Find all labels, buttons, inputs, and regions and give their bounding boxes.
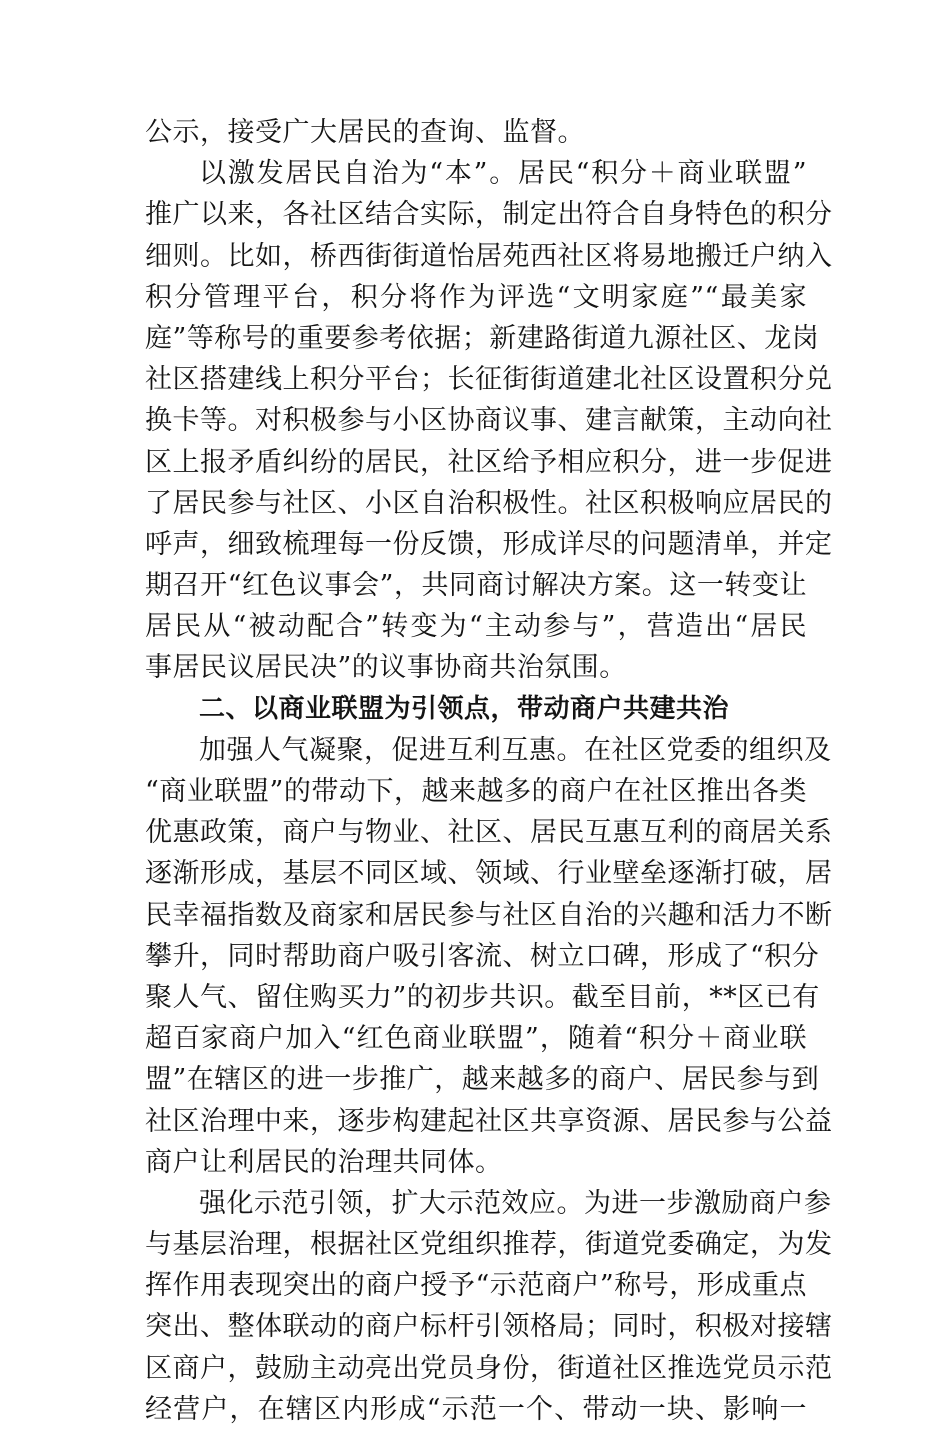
section-heading: 二、以商业联盟为引领点，带动商户共建共治 — [199, 693, 730, 724]
document-body — [145, 112, 833, 1430]
text-line: 以激发居民自治为“本”。居民“积分＋商业联盟” — [199, 158, 807, 190]
text-line: 攀升，同时帮助商户吸引客流、树立口碑，形成了“积分 — [145, 940, 820, 972]
text-line: 换卡等。对积极参与小区协商议事、建言献策，主动向社 — [145, 405, 833, 437]
text-line: 细则。比如，桥西街街道怡居苑西社区将易地搬迁户纳入 — [145, 240, 833, 272]
text-line: 区商户，鼓励主动亮出党员身份，街道社区推选党员示范 — [145, 1352, 833, 1384]
text-line: 突出、整体联动的商户标杆引领格局；同时，积极对接辖 — [145, 1311, 833, 1343]
text-line: 积分管理平台，积分将作为评选“文明家庭”“最美家 — [145, 281, 807, 313]
text-line: 经营户，在辖区内形成“示范一个、带动一块、影响一 — [145, 1393, 807, 1425]
text-line: 强化示范引领，扩大示范效应。为进一步激励商户参 — [199, 1187, 832, 1219]
text-line: “商业联盟”的带动下，越来越多的商户在社区推出各类 — [145, 776, 807, 807]
text-line: 事居民议居民决”的议事协商共治氛围。 — [145, 652, 627, 684]
text-line: 社区搭建线上积分平台；长征街街道建北社区设置积分兑 — [145, 364, 833, 396]
text-line: 公示，接受广大居民的查询、监督。 — [145, 117, 585, 148]
text-line: 盟”在辖区的进一步推广，越来越多的商户、居民参与到 — [145, 1064, 820, 1096]
text-line: 民幸福指数及商家和居民参与社区自治的兴趣和活力不断 — [145, 899, 833, 931]
text-line: 区上报矛盾纠纷的居民，社区给予相应积分，进一步促进 — [145, 446, 833, 478]
text-line: 社区治理中来，逐步构建起社区共享资源、居民参与公益 — [145, 1105, 833, 1137]
text-line: 了居民参与社区、小区自治积极性。社区积极响应居民的 — [145, 487, 833, 519]
text-line: 推广以来，各社区结合实际，制定出符合自身特色的积分 — [145, 199, 833, 231]
text-line: 商户让利居民的治理共同体。 — [145, 1146, 503, 1178]
text-line: 挥作用表现突出的商户授予“示范商户”称号，形成重点 — [145, 1270, 807, 1302]
text-line: 加强人气凝聚，促进互利互惠。在社区党委的组织及 — [199, 734, 832, 766]
text-line: 与基层治理，根据社区党组织推荐，街道党委确定，为发 — [145, 1229, 833, 1261]
text-line: 庭”等称号的重要参考依据；新建路街道九源社区、龙岗 — [145, 322, 820, 354]
text-line: 优惠政策，商户与物业、社区、居民互惠互利的商居关系 — [145, 817, 833, 849]
text-line: 呼声，细致梳理每一份反馈，形成详尽的问题清单，并定 — [145, 528, 833, 560]
text-line: 期召开“红色议事会”，共同商讨解决方案。这一转变让 — [145, 570, 807, 602]
text-line: 逐渐形成，基层不同区域、领域、行业壁垒逐渐打破，居 — [145, 858, 833, 890]
text-line: 超百家商户加入“红色商业联盟”，随着“积分＋商业联 — [145, 1023, 807, 1055]
text-line: 聚人气、留住购买力”的初步共识。截至目前，**区已有 — [145, 981, 820, 1013]
text-line: 居民从“被动配合”转变为“主动参与”，营造出“居民 — [145, 611, 807, 643]
